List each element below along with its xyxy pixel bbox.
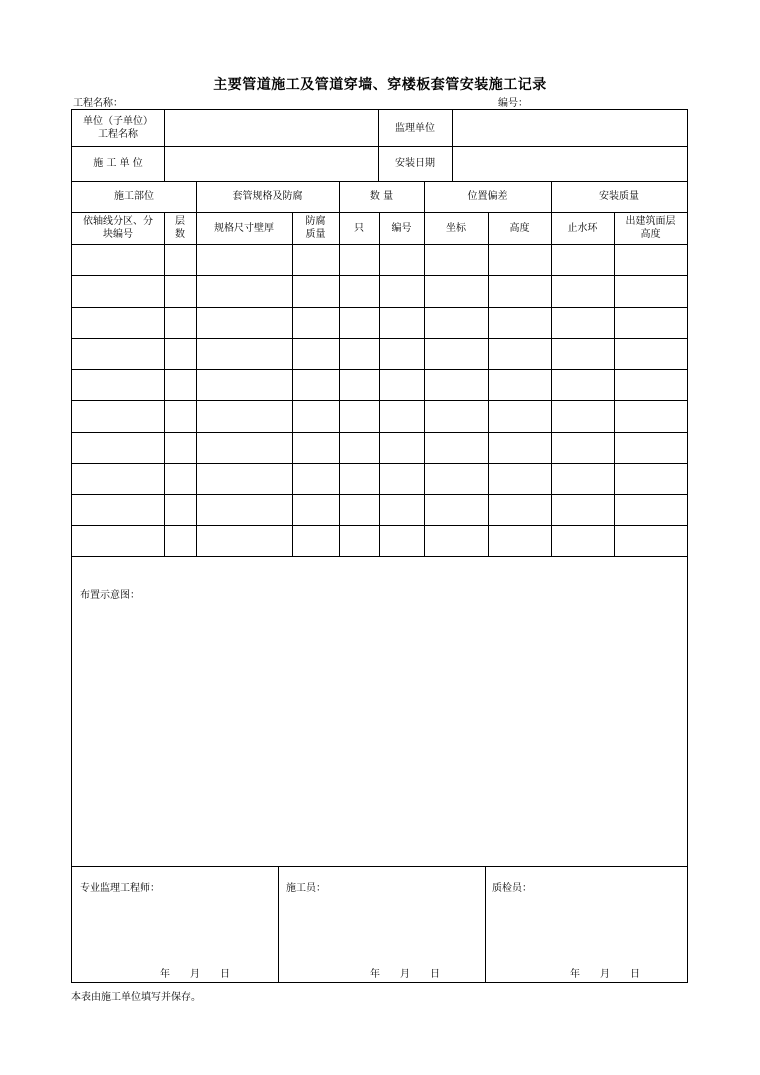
header-coordinate: 坐标 bbox=[446, 222, 466, 234]
construction-unit-label: 施 工 单 位 bbox=[93, 158, 143, 169]
inspector-date: 年 月 日 bbox=[570, 969, 640, 980]
supervisor-date: 年 月 日 bbox=[160, 969, 230, 980]
layout-diagram-label: 布置示意图： bbox=[80, 590, 140, 601]
constructor-date: 年 月 日 bbox=[370, 969, 440, 980]
layout-diagram-area[interactable] bbox=[72, 556, 687, 866]
install-date-field[interactable] bbox=[452, 146, 687, 181]
header-height: 高度 bbox=[509, 222, 530, 234]
header-size-wall: 规格尺寸壁厚 bbox=[214, 222, 274, 234]
install-date-label: 安装日期 bbox=[395, 158, 435, 169]
footnote: 本表由施工单位填写并保存。 bbox=[71, 992, 201, 1003]
header-install-quality: 安装质量 bbox=[599, 191, 639, 202]
header-number: 编号 bbox=[391, 222, 412, 234]
supervisor-signature-label: 专业监理工程师： bbox=[80, 883, 160, 894]
construction-unit-field[interactable] bbox=[164, 146, 378, 181]
record-form bbox=[71, 109, 688, 983]
unit-project-name-field[interactable] bbox=[164, 110, 378, 146]
header-finish-height: 出建筑面层 高度 bbox=[625, 216, 676, 240]
serial-number-label: 编号： bbox=[498, 98, 528, 109]
header-quantity: 数 量 bbox=[369, 191, 394, 202]
unit-project-name-label: 单位（子单位） 工程名称 bbox=[83, 116, 153, 140]
header-axis-zone: 依轴线分区、分 块编号 bbox=[83, 216, 153, 240]
supervision-unit-label: 监理单位 bbox=[395, 122, 435, 134]
constructor-signature-label: 施工员： bbox=[286, 883, 326, 894]
header-anticorrosion: 防腐 质量 bbox=[305, 216, 326, 240]
header-construction-part: 施工部位 bbox=[114, 191, 154, 202]
header-water-ring: 止水环 bbox=[567, 222, 598, 234]
header-sleeve-spec: 套管规格及防腐 bbox=[232, 191, 303, 202]
supervision-unit-field[interactable] bbox=[452, 110, 687, 146]
inspector-signature-label: 质检员： bbox=[492, 883, 532, 894]
page-title: 主要管道施工及管道穿墙、穿楼板套管安装施工记录 bbox=[213, 77, 547, 93]
header-position-deviation: 位置偏差 bbox=[467, 191, 508, 202]
project-name-label: 工程名称： bbox=[73, 98, 123, 109]
header-floor: 层 数 bbox=[175, 216, 185, 240]
header-count: 只 bbox=[354, 222, 364, 234]
